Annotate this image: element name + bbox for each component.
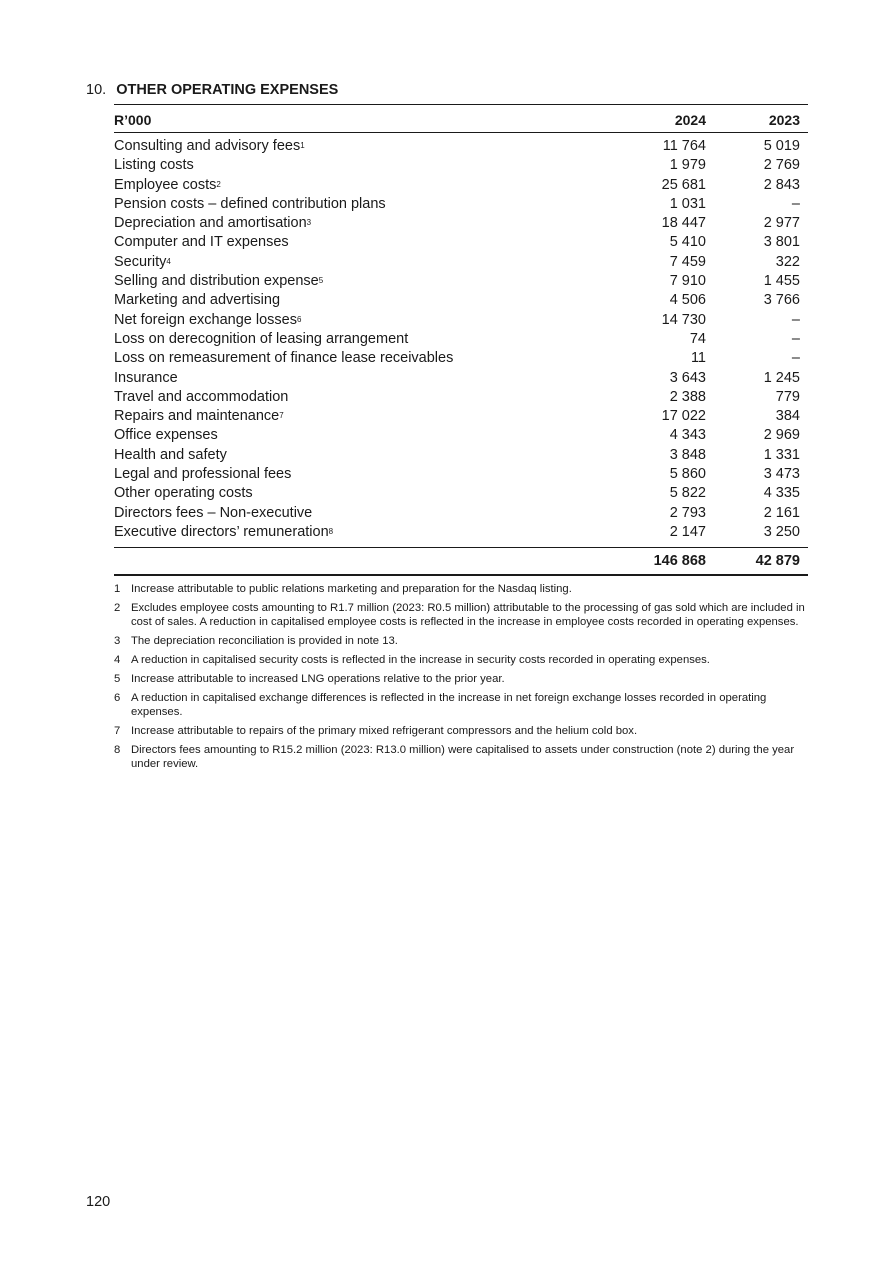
row-label: [114, 311, 301, 330]
row-value-2023: 1 245: [763, 369, 800, 386]
row-value-2024: 4 343: [669, 427, 706, 444]
row-value-2023: 3 801: [763, 234, 800, 251]
row-label: [114, 504, 312, 523]
footnote-text: Increase attributable to increased LNG operations relative to the prior year.: [131, 673, 505, 685]
table-row: [114, 484, 808, 503]
row-label-text: Other operating costs: [114, 485, 253, 502]
row-value-2024: 3 643: [669, 369, 706, 386]
row-value-2023: 1 331: [763, 446, 800, 463]
row-footnote-ref: 7: [279, 411, 284, 421]
table-row: [114, 253, 808, 272]
row-value-2023: 1 455: [763, 273, 800, 290]
row-value-2024: 7 910: [669, 273, 706, 290]
row-value-2024: 18 447: [661, 215, 706, 232]
table-row: [114, 291, 808, 310]
row-label: [114, 349, 453, 368]
table-row: [114, 311, 808, 330]
section-heading: [86, 82, 338, 98]
footnote-number: 8: [114, 744, 121, 756]
row-label: [114, 484, 253, 503]
footnotes: [114, 582, 808, 776]
total-2024: 146 868: [653, 553, 706, 570]
row-value-2023: –: [791, 311, 800, 328]
row-label: [114, 291, 280, 310]
expenses-table: [114, 104, 808, 576]
footnote: [114, 601, 808, 629]
table-body: [114, 133, 808, 542]
row-label: [114, 523, 333, 542]
section-title: OTHER OPERATING EXPENSES: [116, 82, 339, 98]
row-label-text: Office expenses: [114, 427, 218, 444]
footnote-number: 6: [114, 692, 121, 704]
footnote-text: A reduction in capitalised exchange differences is reflected in the increase in net foreign exchange losses recorded in operating expenses.: [131, 692, 767, 718]
row-footnote-ref: 1: [300, 141, 305, 150]
footnote-number: 7: [114, 725, 121, 737]
row-label: [114, 330, 408, 349]
table-row: [114, 233, 808, 252]
row-value-2023: 779: [775, 388, 800, 405]
table-row: [114, 272, 808, 291]
row-label-text: Insurance: [114, 369, 178, 386]
total-row: [114, 548, 808, 574]
row-value-2024: 5 822: [669, 485, 706, 502]
row-footnote-ref: 3: [306, 218, 312, 228]
row-label-text: Security: [114, 253, 167, 270]
row-footnote-ref: 6: [296, 314, 302, 324]
table-row: [114, 330, 808, 349]
row-value-2023: 2 969: [763, 427, 800, 444]
row-value-2023: 3 766: [763, 292, 800, 309]
row-label-text: Net foreign exchange losses: [114, 311, 297, 328]
row-label-text: Health and safety: [114, 446, 227, 463]
footnote-text: Increase attributable to public relations marketing and preparation for the Nasdaq listing.: [131, 583, 572, 595]
header-2023: 2023: [768, 112, 800, 128]
footnote-number: 5: [114, 673, 121, 685]
row-value-2023: 2 161: [763, 504, 800, 521]
row-label: [114, 214, 311, 233]
row-label: [114, 137, 305, 156]
footnote-number: 1: [114, 583, 121, 595]
row-value-2023: 2 769: [763, 157, 800, 174]
row-label: [114, 176, 221, 195]
row-label-text: Loss on derecognition of leasing arrangement: [114, 330, 409, 347]
row-label: [114, 369, 178, 388]
row-label-text: Pension costs – defined contribution plans: [114, 195, 386, 212]
row-label-text: Selling and distribution expense: [114, 273, 319, 290]
row-value-2024: 5 410: [669, 234, 706, 251]
row-label-text: Marketing and advertising: [114, 292, 281, 309]
table-header: [114, 105, 808, 132]
footnote: [114, 634, 808, 648]
footnote-text: Directors fees amounting to R15.2 million (2023: R13.0 million) were capitalised to assets under construction (note 2) during the year under review.: [131, 744, 795, 770]
row-label-text: Employee costs: [114, 176, 217, 193]
row-value-2023: 384: [775, 408, 800, 425]
row-label-text: Loss on remeasurement of finance lease receivables: [114, 350, 454, 367]
row-label-text: Computer and IT expenses: [114, 234, 289, 251]
header-unit-label: R’000: [114, 112, 152, 128]
row-value-2023: 322: [775, 253, 800, 270]
section-number: 10.: [86, 82, 107, 98]
footnote-text: Excludes employee costs amounting to R1.7 million (2023: R0.5 million) attributable to the processing of gas sold which are included in cost of sales. A reduction in capitalised employee costs is reflected in the increase in employee costs recorded in operating expenses.: [131, 602, 805, 628]
row-label: [114, 407, 284, 426]
footnote-number: 4: [114, 654, 121, 666]
row-value-2024: 3 848: [669, 446, 706, 463]
table-row: [114, 388, 808, 407]
row-label-text: Legal and professional fees: [114, 466, 292, 483]
row-label-text: Executive directors’ remuneration: [114, 523, 329, 540]
table-row: [114, 523, 808, 542]
row-value-2024: 74: [689, 330, 706, 347]
row-value-2023: 2 977: [763, 215, 800, 232]
row-value-2024: 11 764: [662, 138, 706, 154]
total-2023: 42 879: [755, 553, 800, 570]
row-label: [114, 156, 194, 175]
footnote: [114, 691, 808, 719]
row-label: [114, 426, 218, 445]
table-row: [114, 426, 808, 445]
footnote-text: A reduction in capitalised security costs is reflected in the increase in security costs recorded in operating expenses.: [131, 654, 710, 666]
row-footnote-ref: 8: [328, 526, 334, 536]
row-label: [114, 446, 227, 465]
row-label: [114, 388, 288, 407]
row-value-2024: 7 459: [669, 253, 706, 270]
footnote-number: 3: [114, 635, 121, 647]
row-value-2024: 1 031: [669, 195, 706, 212]
header-2024: 2024: [674, 112, 706, 128]
row-value-2023: –: [791, 330, 800, 347]
row-value-2024: 17 022: [661, 408, 706, 425]
row-footnote-ref: 5: [318, 276, 324, 286]
row-value-2023: 4 335: [763, 485, 800, 502]
row-value-2023: 5 019: [763, 138, 800, 154]
footnote: [114, 724, 808, 738]
row-value-2023: 3 250: [763, 523, 800, 540]
table-row: [114, 446, 808, 465]
row-value-2024: 2 388: [669, 388, 706, 405]
footnote-text: The depreciation reconciliation is provided in note 13.: [131, 635, 398, 647]
row-label: [114, 465, 291, 484]
table-row: [114, 407, 808, 426]
table-row: [114, 176, 808, 195]
row-label-text: Travel and accommodation: [114, 388, 289, 405]
row-footnote-ref: 4: [166, 256, 171, 266]
footnote: [114, 653, 808, 667]
row-label: [114, 233, 289, 252]
row-label: [114, 195, 386, 214]
table-row: [114, 137, 808, 156]
row-value-2023: 2 843: [763, 176, 800, 193]
footnote: [114, 672, 808, 686]
footnote-text: Increase attributable to repairs of the primary mixed refrigerant compressors and the helium cold box.: [131, 725, 638, 737]
row-value-2024: 1 979: [669, 157, 706, 174]
row-label-text: Directors fees – Non-executive: [114, 504, 313, 521]
row-value-2024: 4 506: [669, 292, 706, 309]
row-label: [114, 272, 323, 291]
row-label-text: Consulting and advisory fees: [114, 138, 301, 154]
row-label-text: Listing costs: [114, 157, 194, 174]
row-label-text: Depreciation and amortisation: [114, 215, 307, 232]
table-row: [114, 195, 808, 214]
row-footnote-ref: 2: [216, 179, 221, 189]
table-row: [114, 349, 808, 368]
table-row: [114, 214, 808, 233]
row-value-2024: 25 681: [661, 176, 706, 193]
table-row: [114, 369, 808, 388]
footnote-number: 2: [114, 602, 121, 614]
row-value-2023: –: [791, 350, 800, 367]
table-row: [114, 156, 808, 175]
row-value-2024: 2 147: [669, 523, 706, 540]
row-label: [114, 253, 171, 272]
table-row: [114, 504, 808, 523]
row-value-2023: 3 473: [763, 466, 800, 483]
row-label-text: Repairs and maintenance: [114, 408, 280, 425]
row-value-2024: 14 730: [661, 311, 706, 328]
row-value-2024: 2 793: [669, 504, 706, 521]
footnote: [114, 743, 808, 771]
footnote: [114, 582, 808, 596]
row-value-2024: 11: [690, 350, 706, 367]
table-row: [114, 465, 808, 484]
row-value-2024: 5 860: [669, 466, 706, 483]
total-bottom-rule: [114, 574, 808, 576]
page-number: 120: [86, 1194, 111, 1210]
row-value-2023: –: [791, 195, 800, 212]
